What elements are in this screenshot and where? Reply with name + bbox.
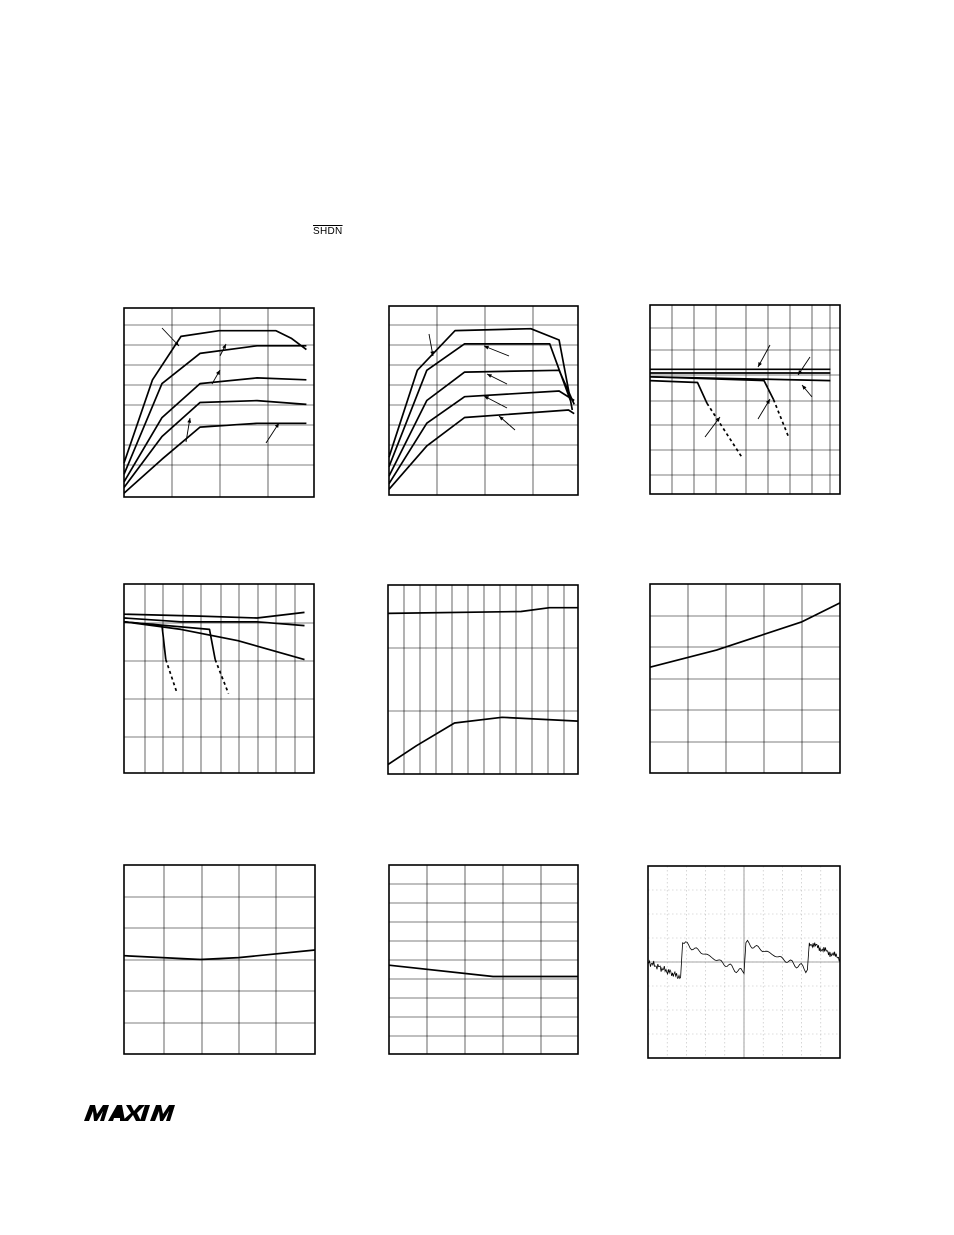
series-line <box>124 401 306 488</box>
series-line <box>389 965 578 976</box>
plot-frame <box>389 865 578 1054</box>
plot-frame <box>650 305 840 494</box>
series-line <box>124 423 306 493</box>
series-line-dashed <box>215 660 228 694</box>
plot-frame <box>124 865 315 1054</box>
maxim-logo <box>84 1104 190 1122</box>
series-line <box>650 603 840 667</box>
chart-6 <box>650 584 840 773</box>
series-line <box>650 381 707 404</box>
series-line <box>124 950 315 960</box>
chart-2 <box>389 306 578 495</box>
plot-frame <box>389 306 578 495</box>
series-line <box>388 608 578 614</box>
series-line <box>389 370 574 476</box>
series-line <box>124 612 305 618</box>
series-line <box>389 329 572 458</box>
arrowhead <box>798 370 802 375</box>
series-line <box>388 717 578 764</box>
series-line <box>124 378 306 482</box>
chart-3 <box>650 305 840 494</box>
chart-9 <box>648 866 840 1058</box>
chart-4 <box>124 584 314 773</box>
plot-frame <box>124 584 314 773</box>
chart-7 <box>124 865 315 1054</box>
series-line-dashed <box>774 400 789 438</box>
chart-8 <box>389 865 578 1054</box>
shdn-pin-label: SHDN <box>313 226 343 237</box>
series-line <box>650 377 774 400</box>
series-line-dashed <box>166 660 177 694</box>
chart-1 <box>124 308 314 497</box>
arrowhead <box>187 418 191 423</box>
arrowhead <box>716 417 720 422</box>
series-line-dashed <box>707 403 741 456</box>
plot-frame <box>650 584 840 773</box>
chart-5 <box>388 585 578 774</box>
